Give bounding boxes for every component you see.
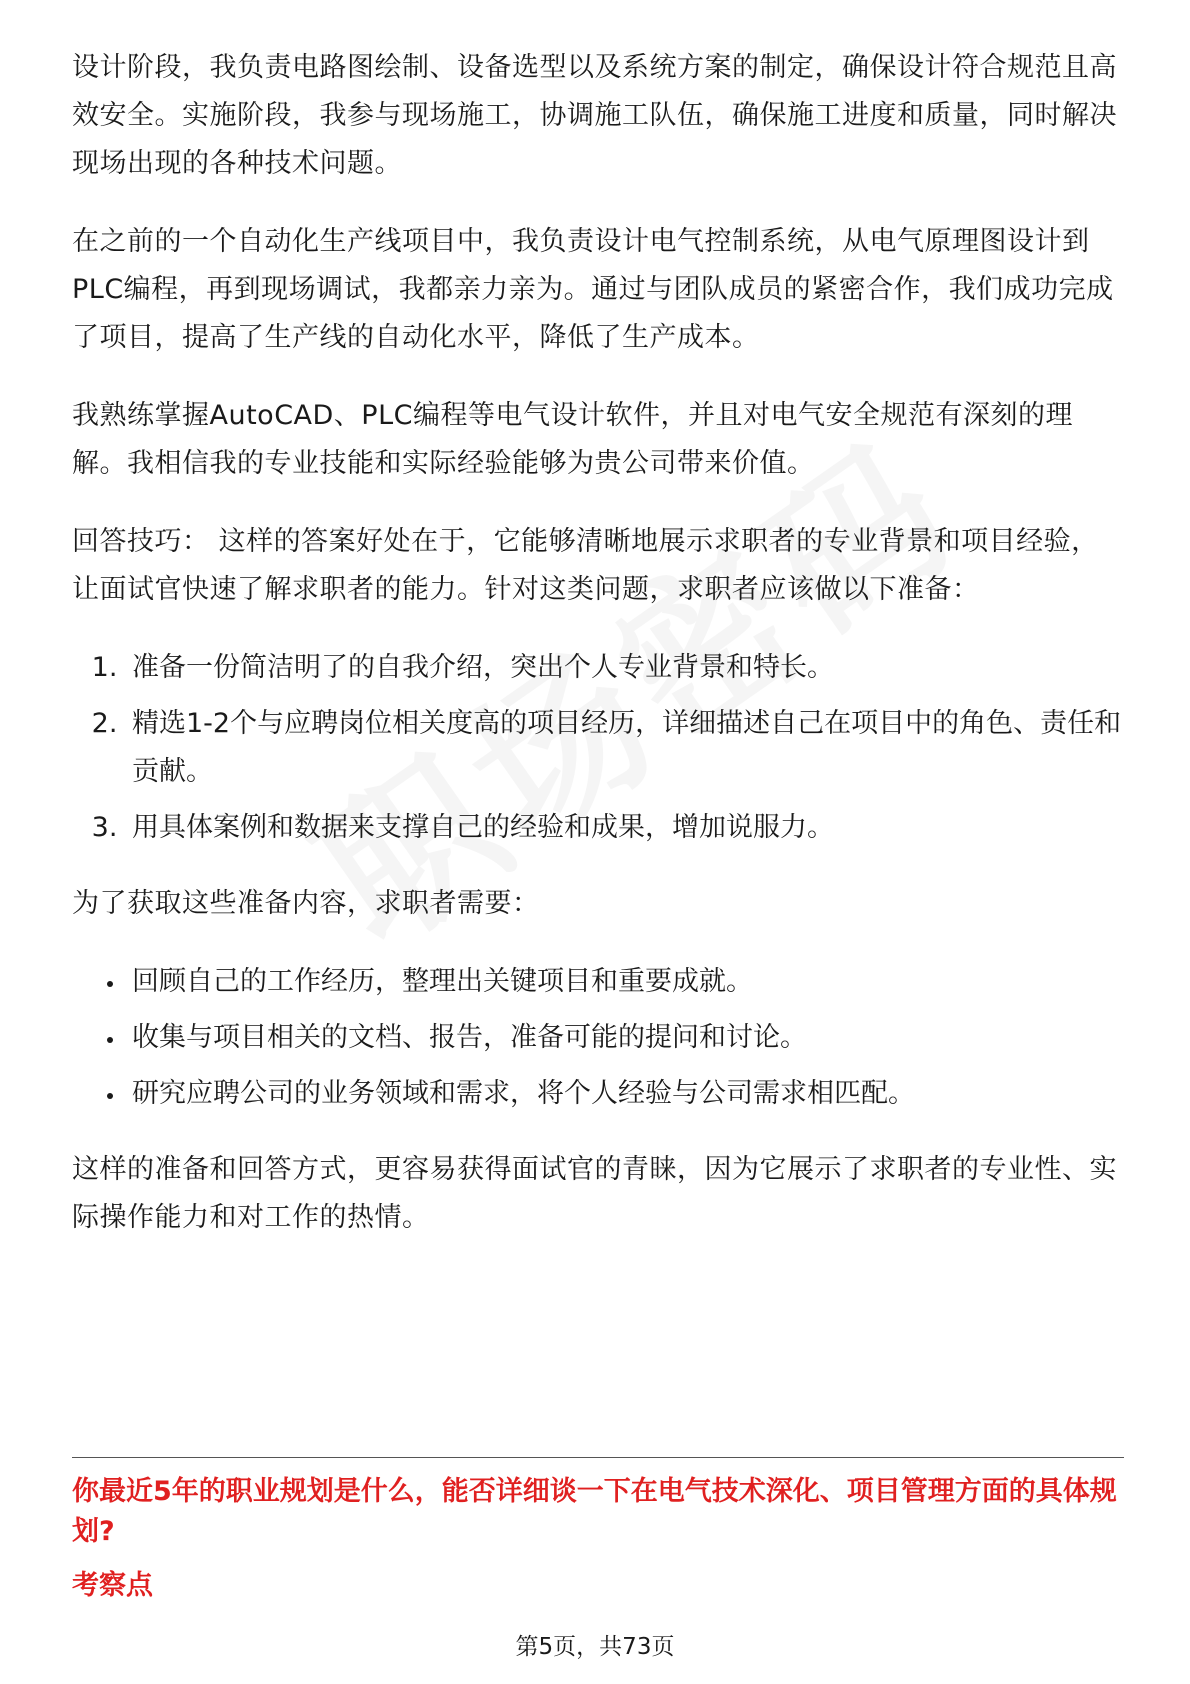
next-question-heading: 你最近5年的职业规划是什么，能否详细谈一下在电气技术深化、项目管理方面的具体规划? bbox=[72, 1476, 1117, 1547]
paragraph-skills: 我熟练掌握AutoCAD、PLC编程等电气设计软件，并且对电气安全规范有深刻的理解。我相信我的专业技能和实际经验能够为贵公司带来价值。 bbox=[72, 400, 1073, 479]
list-item: • 研究应聘公司的业务领域和需求，将个人经验与公司需求相匹配。 bbox=[126, 1070, 1122, 1118]
list-item: 3. 用具体案例和数据来支撑自己的经验和成果，增加说服力。 bbox=[126, 804, 1122, 852]
preparation-steps-list bbox=[72, 644, 1122, 852]
paragraph-answer-tips: 回答技巧： 这样的答案好处在于，它能够清晰地展示求职者的专业背景和项目经验，让面试官快速了解求职者的能力。针对这类问题，求职者应该做以下准备： bbox=[72, 526, 1099, 605]
paragraph-project-experience: 在之前的一个自动化生产线项目中，我负责设计电气控制系统，从电气原理图设计到PLC编程，再到现场调试，我都亲力亲为。通过与团队成员的紧密合作，我们成功完成了项目，提高了生产线的自动化水平，降低了生产成本。 bbox=[72, 226, 1114, 353]
paragraph-design-phase: 设计阶段，我负责电路图绘制、设备选型以及系统方案的制定，确保设计符合规范且高效安全。实施阶段，我参与现场施工，协调施工队伍，确保施工进度和质量，同时解决现场出现的各种技术问题。 bbox=[72, 52, 1117, 179]
list-item: • 回顾自己的工作经历，整理出关键项目和重要成就。 bbox=[126, 958, 1122, 1006]
needs-bullet-list bbox=[72, 958, 1122, 1118]
section-label-assessment-points: 考察点 bbox=[72, 1570, 153, 1601]
list-item: 1. 准备一份简洁明了的自我介绍，突出个人专业背景和特长。 bbox=[126, 644, 1122, 692]
paragraph-needs-intro: 为了获取这些准备内容，求职者需要： bbox=[72, 888, 540, 919]
section-divider bbox=[72, 1457, 1124, 1458]
page-content bbox=[72, 44, 1122, 1272]
page-number-footer: 第5页，共73页 bbox=[515, 1634, 675, 1660]
list-item: • 收集与项目相关的文档、报告，准备可能的提问和讨论。 bbox=[126, 1014, 1122, 1062]
paragraph-closing: 这样的准备和回答方式，更容易获得面试官的青睐，因为它展示了求职者的专业性、实际操作能力和对工作的热情。 bbox=[72, 1154, 1117, 1233]
list-item: 2. 精选1-2个与应聘岗位相关度高的项目经历，详细描述自己在项目中的角色、责任和贡献。 bbox=[126, 700, 1122, 796]
